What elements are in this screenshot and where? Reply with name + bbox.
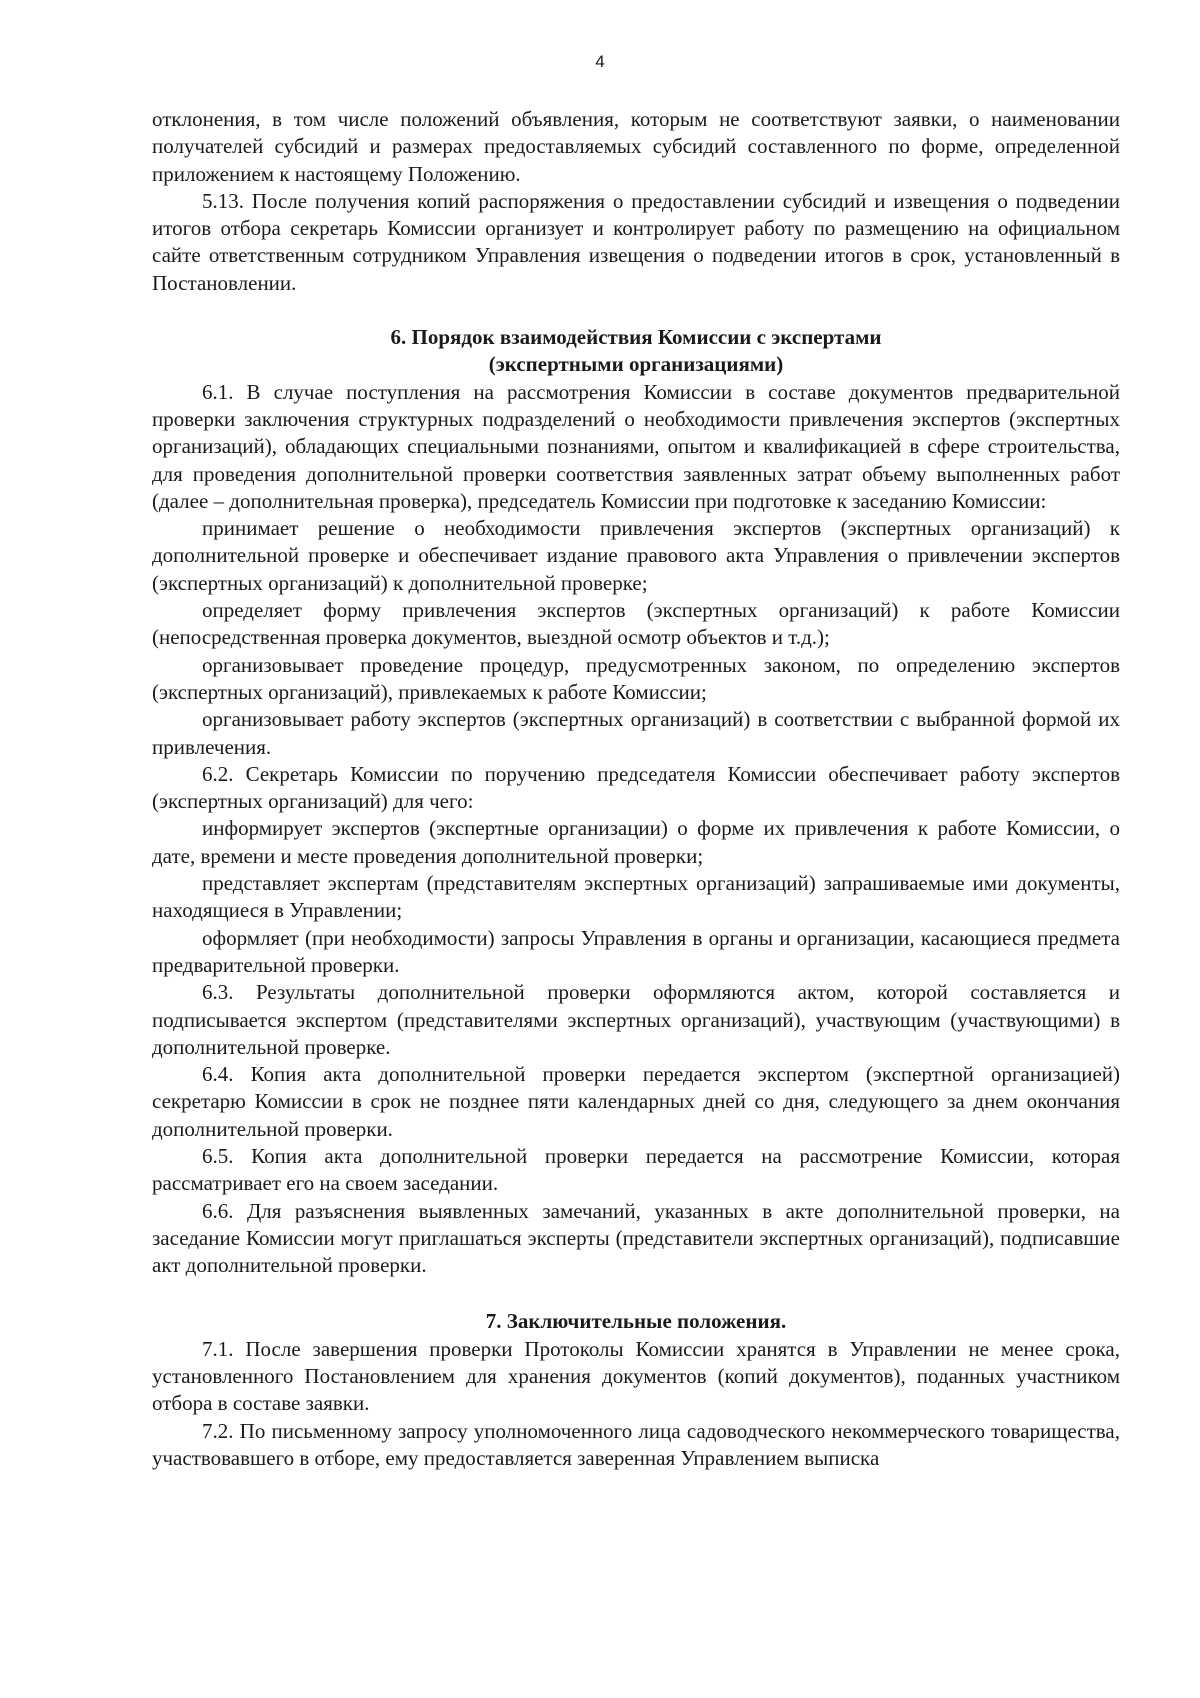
list-item: принимает решение о необходимости привлечения экспертов (экспертных организаций) к дополнительной проверке и обеспечивает издание правового акта Управления о привлечении экспертов (экспертных организаций) к дополнительной проверке; [152,516,1120,595]
list-item: организовывает проведение процедур, предусмотренных законом, по определению экспертов (экспертных организаций), привлекаемых к работе Комиссии; [152,652,1120,704]
paragraph-6-1: 6.1. В случае поступления на рассмотрения Комиссии в составе документов предварительной проверки заключения структурных подразделений о необходимости привлечения экспертов (экспертных организаций), обладающих специальными познаниями, опытом и квалификацией в сфере строительства, для проведения дополнительной проверки соответствия заявленных затрат объему выполненных работ (далее – дополнительная проверка), председатель Комиссии при подготовке к заседанию Комиссии: [152,379,1120,513]
section-7-title: 7. Заключительные положения. [485,1309,787,1334]
list-item: оформляет (при необходимости) запросы Управления в органы и организации, касающиеся предмета предварительной проверки. [152,925,1120,977]
paragraph-6-5: 6.5. Копия акта дополнительной проверки передается на рассмотрение Комиссии, которая рассматривает его на своем заседании. [152,1143,1120,1196]
paragraph-6-4: 6.4. Копия акта дополнительной проверки передается экспертом (экспертной организацией) секретарю Комиссии в срок не позднее пяти календарных дней со дня, следующего за днем окончания дополнительной проверки. [152,1062,1120,1141]
paragraph-6-2: 6.2. Секретарь Комиссии по поручению председателя Комиссии обеспечивает работу экспертов (экспертных организаций) для чего: [152,761,1120,814]
list-item: определяет форму привлечения экспертов (экспертных организаций) к работе Комиссии (непосредственная проверка документов, выездной осмотр объектов и т.д.); [152,598,1120,650]
paragraph-7-2: 7.2. По письменному запросу уполномоченного лица садоводческого некоммерческого товарищества, участвовавшего в отборе, ему предоставляется заверенная Управлением выписка [152,1418,1120,1470]
section-6-title [152,324,1120,379]
section-gap [152,297,1120,324]
document-body [152,106,1120,1472]
paragraph-6-3: 6.3. Результаты дополнительной проверки оформляются актом, которой составляется и подписывается экспертом (представителями экспертных организаций), участвующим (участвующими) в дополнительной проверке. [152,980,1120,1059]
paragraph-7-1: 7.1. После завершения проверки Протоколы Комиссии хранятся в Управлении не менее срока, установленного Постановлением для хранения документов (копий документов), поданных участником отбора в составе заявки. [152,1336,1120,1416]
paragraph-continuation: отклонения, в том числе положений объявления, которым не соответствуют заявки, о наименовании получателей субсидий и размерах предоставляемых субсидий составленного по форме, определенной приложением к настоящему Положению. [152,107,1120,186]
page-number: 4 [595,52,605,71]
section-6-title-line2: (экспертными организациями) [488,352,784,377]
list-item: представляет экспертам (представителям экспертных организаций) запрашиваемые ими документы, находящиеся в Управлении; [152,871,1120,923]
paragraph-6-6: 6.6. Для разъяснения выявленных замечаний, указанных в акте дополнительной проверки, на заседание Комиссии могут приглашаться эксперты (представители экспертных организаций), подписавшие акт дополнительной проверки. [152,1198,1120,1278]
list-item: информирует экспертов (экспертные организации) о форме их привлечения к работе Комиссии, о дате, времени и месте проведения дополнительной проверки; [152,816,1120,868]
section-gap [152,1279,1120,1308]
paragraph-5-13: 5.13. После получения копий распоряжения о предоставлении субсидий и извещения о подведении итогов отбора секретарь Комиссии организует и контролирует работу по размещению на официальном сайте ответственным сотрудником Управления извещения о подведении итогов в срок, установленный в Постановлении. [152,188,1120,295]
section-6-title-line1: 6. Порядок взаимодействия Комиссии с экспертами [390,325,882,350]
list-item: организовывает работу экспертов (экспертных организаций) в соответствии с выбранной формой их привлечения. [152,707,1120,759]
